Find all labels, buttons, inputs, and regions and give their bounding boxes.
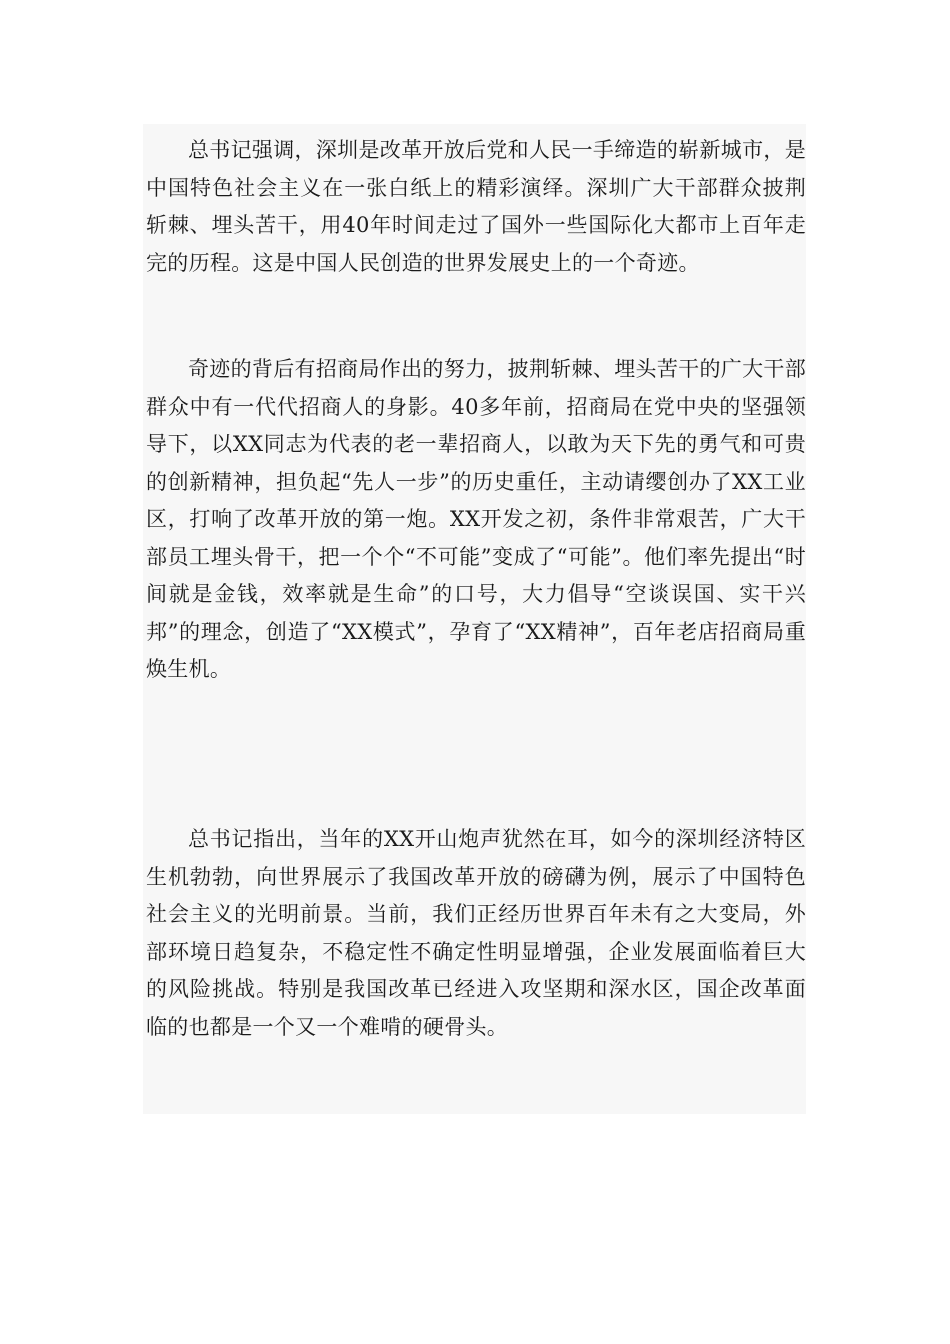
paragraph-1: 总书记强调，深圳是改革开放后党和人民一手缔造的崭新城市，是中国特色社会主义在一张白纸上的精彩演绎。深圳广大干部群众披荆斩棘、埋头苦干，用40年时间走过了国外一些国际化大都市上百年走完的历程。这是中国人民创造的世界发展史上的一个奇迹。 <box>146 138 806 275</box>
paragraph-3: 总书记指出，当年的XX开山炮声犹然在耳，如今的深圳经济特区生机勃勃，向世界展示了我国改革开放的磅礴为例，展示了中国特色社会主义的光明前景。当前，我们正经历世界百年未有之大变局，外部环境日趋复杂，不稳定性不确定性明显增强，企业发展面临着巨大的风险挑战。特别是我国改革已经进入攻坚期和深水区，国企改革面临的也都是一个又一个难啃的硬骨头。 <box>146 827 806 1039</box>
text-block <box>143 124 806 1114</box>
paragraph-2: 奇迹的背后有招商局作出的努力，披荆斩棘、埋头苦干的广大干部群众中有一代代招商人的身影。40多年前，招商局在党中央的坚强领导下，以XX同志为代表的老一辈招商人，以敢为天下先的勇气和可贵的创新精神，担负起“先人一步”的历史重任，主动请缨创办了XX工业区，打响了改革开放的第一炮。XX开发之初，条件非常艰苦，广大干部员工埋头骨干，把一个个“不可能”变成了“可能”。他们率先提出“时间就是金钱，效率就是生命”的口号，大力倡导“空谈误国、实干兴邦”的理念，创造了“XX模式”，孕育了“XX精神”，百年老店招商局重焕生机。 <box>146 357 806 681</box>
